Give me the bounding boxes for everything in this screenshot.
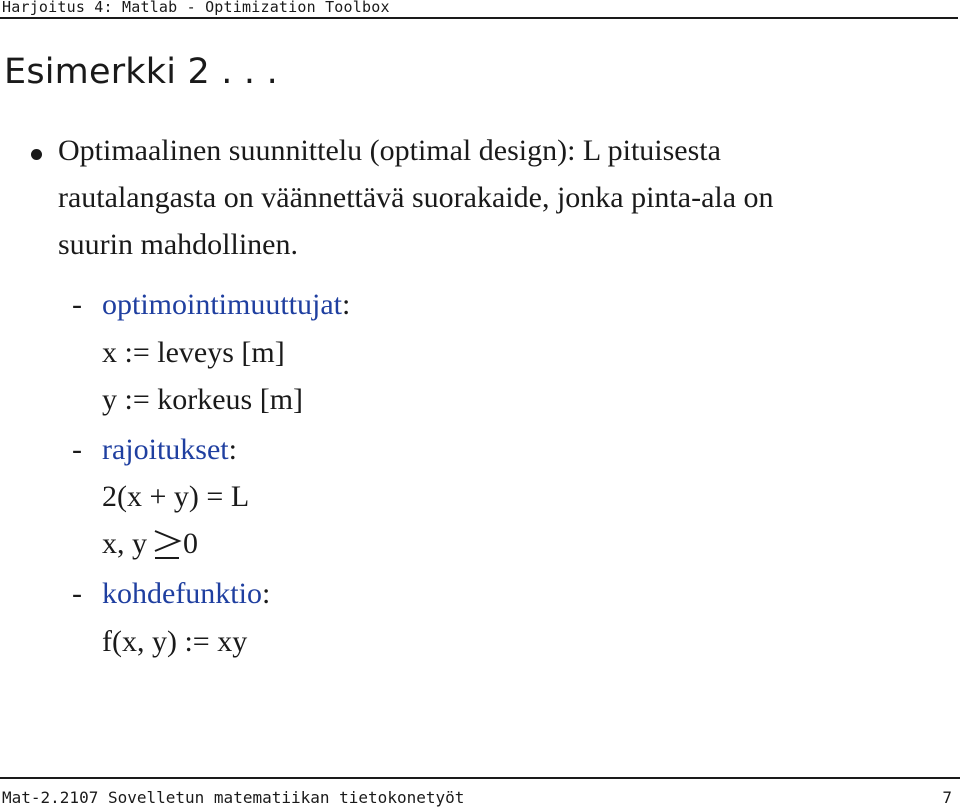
- slide-header: [0, 0, 960, 20]
- bullet-text-line-3: suurin mahdollinen.: [58, 228, 298, 261]
- constraint-perimeter: 2(x + y) = L: [102, 480, 250, 513]
- objective-dash: -: [72, 577, 82, 610]
- bullet-text-line-1: Optimaalinen suunnittelu (optimal design): L pituisesta: [58, 134, 721, 167]
- constraints-label: rajoitukset: [102, 433, 229, 466]
- constraints-colon: :: [228, 433, 237, 466]
- variables-colon: :: [342, 288, 351, 321]
- header-title: Harjoitus 4: Matlab - Optimization Toolbox: [2, 0, 390, 16]
- variables-heading: [102, 288, 350, 322]
- constraint-nonnegative: [102, 527, 198, 561]
- variable-x-definition: x := leveys [m]: [102, 336, 285, 369]
- greater-or-equal-icon: [147, 527, 183, 557]
- variable-y-definition: y := korkeus [m]: [102, 383, 304, 416]
- variables-dash: -: [72, 288, 82, 321]
- page-number: 7: [942, 788, 952, 807]
- footer-divider: [0, 777, 960, 779]
- objective-label: kohdefunktio: [102, 577, 262, 610]
- objective-function: f(x, y) := xy: [102, 625, 248, 658]
- bullet-icon: [31, 149, 42, 160]
- footer-course: Mat-2.2107 Sovelletun matematiikan tietokonetyöt: [2, 788, 465, 807]
- constraint-nonnegative-bound: 0: [183, 527, 198, 560]
- constraints-dash: -: [72, 433, 82, 466]
- objective-heading: [102, 577, 270, 611]
- objective-colon: :: [261, 577, 271, 610]
- variables-label: optimointimuuttujat: [102, 288, 342, 321]
- bullet-text-line-2: rautalangasta on väännettävä suorakaide, jonka pinta-ala on: [58, 181, 774, 214]
- header-divider: [0, 17, 958, 19]
- slide-title: Esimerkki 2 . . .: [4, 52, 278, 92]
- constraints-heading: [102, 433, 237, 467]
- constraint-nonnegative-vars: x, y: [102, 527, 147, 560]
